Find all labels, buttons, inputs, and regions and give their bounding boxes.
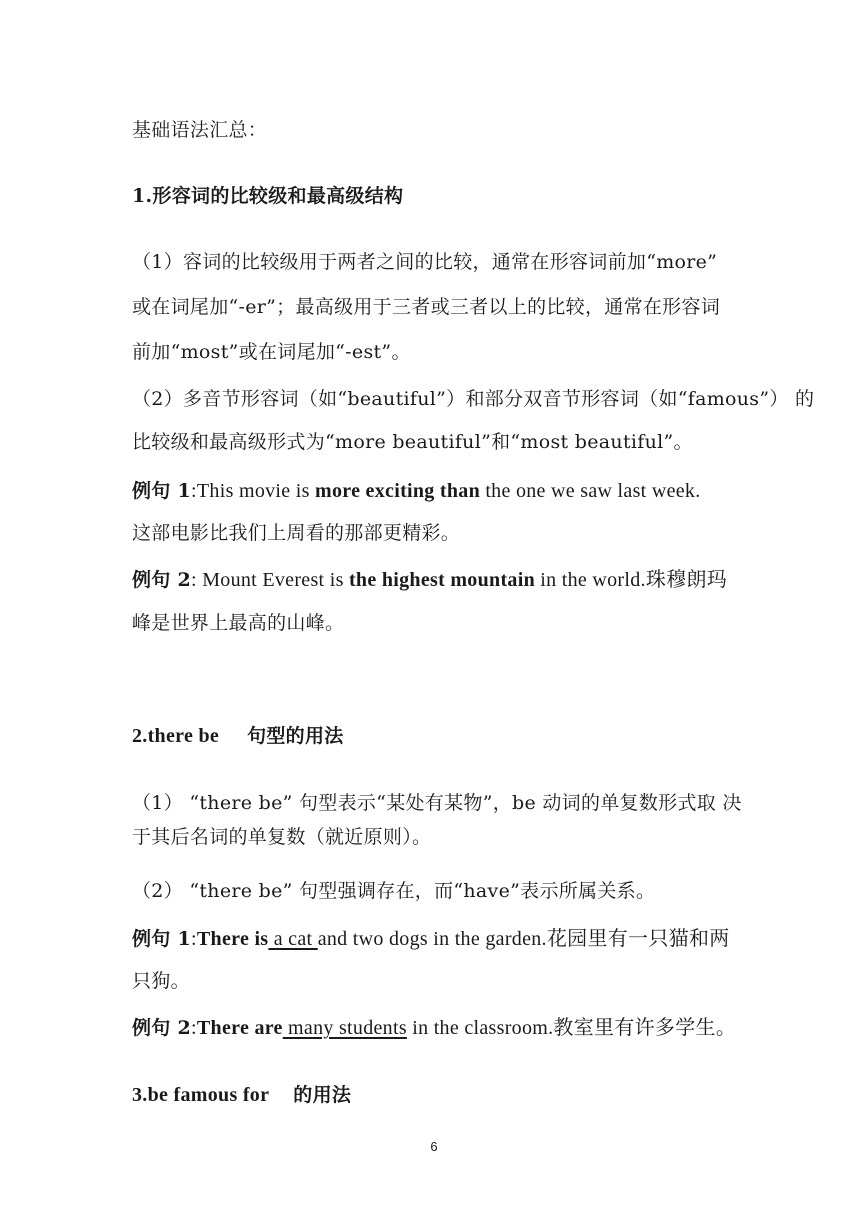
section-1-paragraph-2-line-2: 比较级和最高级形式为“more beautiful”和“most beautiful”。 [132, 431, 693, 453]
example-translation: 只狗。 [132, 970, 190, 992]
section-1-paragraph-2-line-1: （2）多音节形容词（如“beautiful”）和部分双音节形容词（如“famous”） 的 [132, 388, 815, 410]
example-translation: 这部电影比我们上周看的那部更精彩。 [132, 522, 461, 544]
example-highlight: There is [196, 928, 269, 950]
example-label: 例句 1 [132, 928, 192, 950]
example-text: in the world.珠穆朗玛 [535, 569, 728, 591]
example-text: :This movie is [191, 480, 315, 502]
example-highlight: There are [196, 1017, 283, 1039]
example-text: the one we saw last week. [480, 480, 701, 502]
section-2-heading-en: 2.there be [132, 725, 220, 747]
section-1-heading: 1.形容词的比较级和最高级结构 [132, 185, 404, 207]
example-label: 例句 2 [132, 569, 192, 591]
section-2-paragraph-1-line-1: （1） “there be” 句型表示“某处有某物”，be 动词的单复数形式取 决 [132, 792, 742, 814]
section-1-paragraph-1-line-2: 或在词尾加“-er”；最高级用于三者或三者以上的比较，通常在形容词 [132, 296, 721, 318]
example-translation: 峰是世界上最高的山峰。 [132, 612, 345, 634]
example-underlined: many students [282, 1017, 407, 1039]
document-title: 基础语法汇总： [132, 119, 268, 141]
section-3-heading-cn: 的用法 [293, 1084, 352, 1106]
example-highlight: the highest mountain [348, 569, 535, 591]
example-sentence [132, 566, 727, 594]
example-highlight: more exciting than [315, 480, 481, 502]
section-2-paragraph-1-line-2: 于其后名词的单复数（就近原则）。 [132, 826, 432, 848]
example-underlined: a cat [268, 928, 318, 950]
example-text: and two dogs in the garden.花园里有一只猫和两 [317, 928, 730, 950]
section-3-heading-en: 3.be famous for [132, 1084, 270, 1106]
section-2-heading-cn: 句型的用法 [247, 725, 344, 747]
example-sentence [132, 1014, 736, 1042]
example-text: : [191, 1017, 197, 1039]
example-sentence [132, 477, 701, 505]
example-label: 例句 2 [132, 1017, 192, 1039]
section-1-paragraph-1-line-3: 前加“most”或在词尾加“-est”。 [132, 341, 411, 363]
page-number: 6 [430, 1139, 438, 1154]
section-1-paragraph-1-line-1: （1）容词的比较级用于两者之间的比较，通常在形容词前加“more” [132, 251, 718, 273]
example-text: : Mount Everest is [191, 569, 349, 591]
example-label: 例句 1 [132, 480, 192, 502]
example-text: in the classroom.教室里有许多学生。 [406, 1017, 737, 1039]
example-text: : [191, 928, 197, 950]
section-2-heading [132, 722, 344, 750]
section-2-paragraph-2-line-1: （2） “there be” 句型强调存在，而“have”表示所属关系。 [132, 880, 656, 902]
section-3-heading [132, 1081, 351, 1109]
example-sentence [132, 925, 730, 953]
